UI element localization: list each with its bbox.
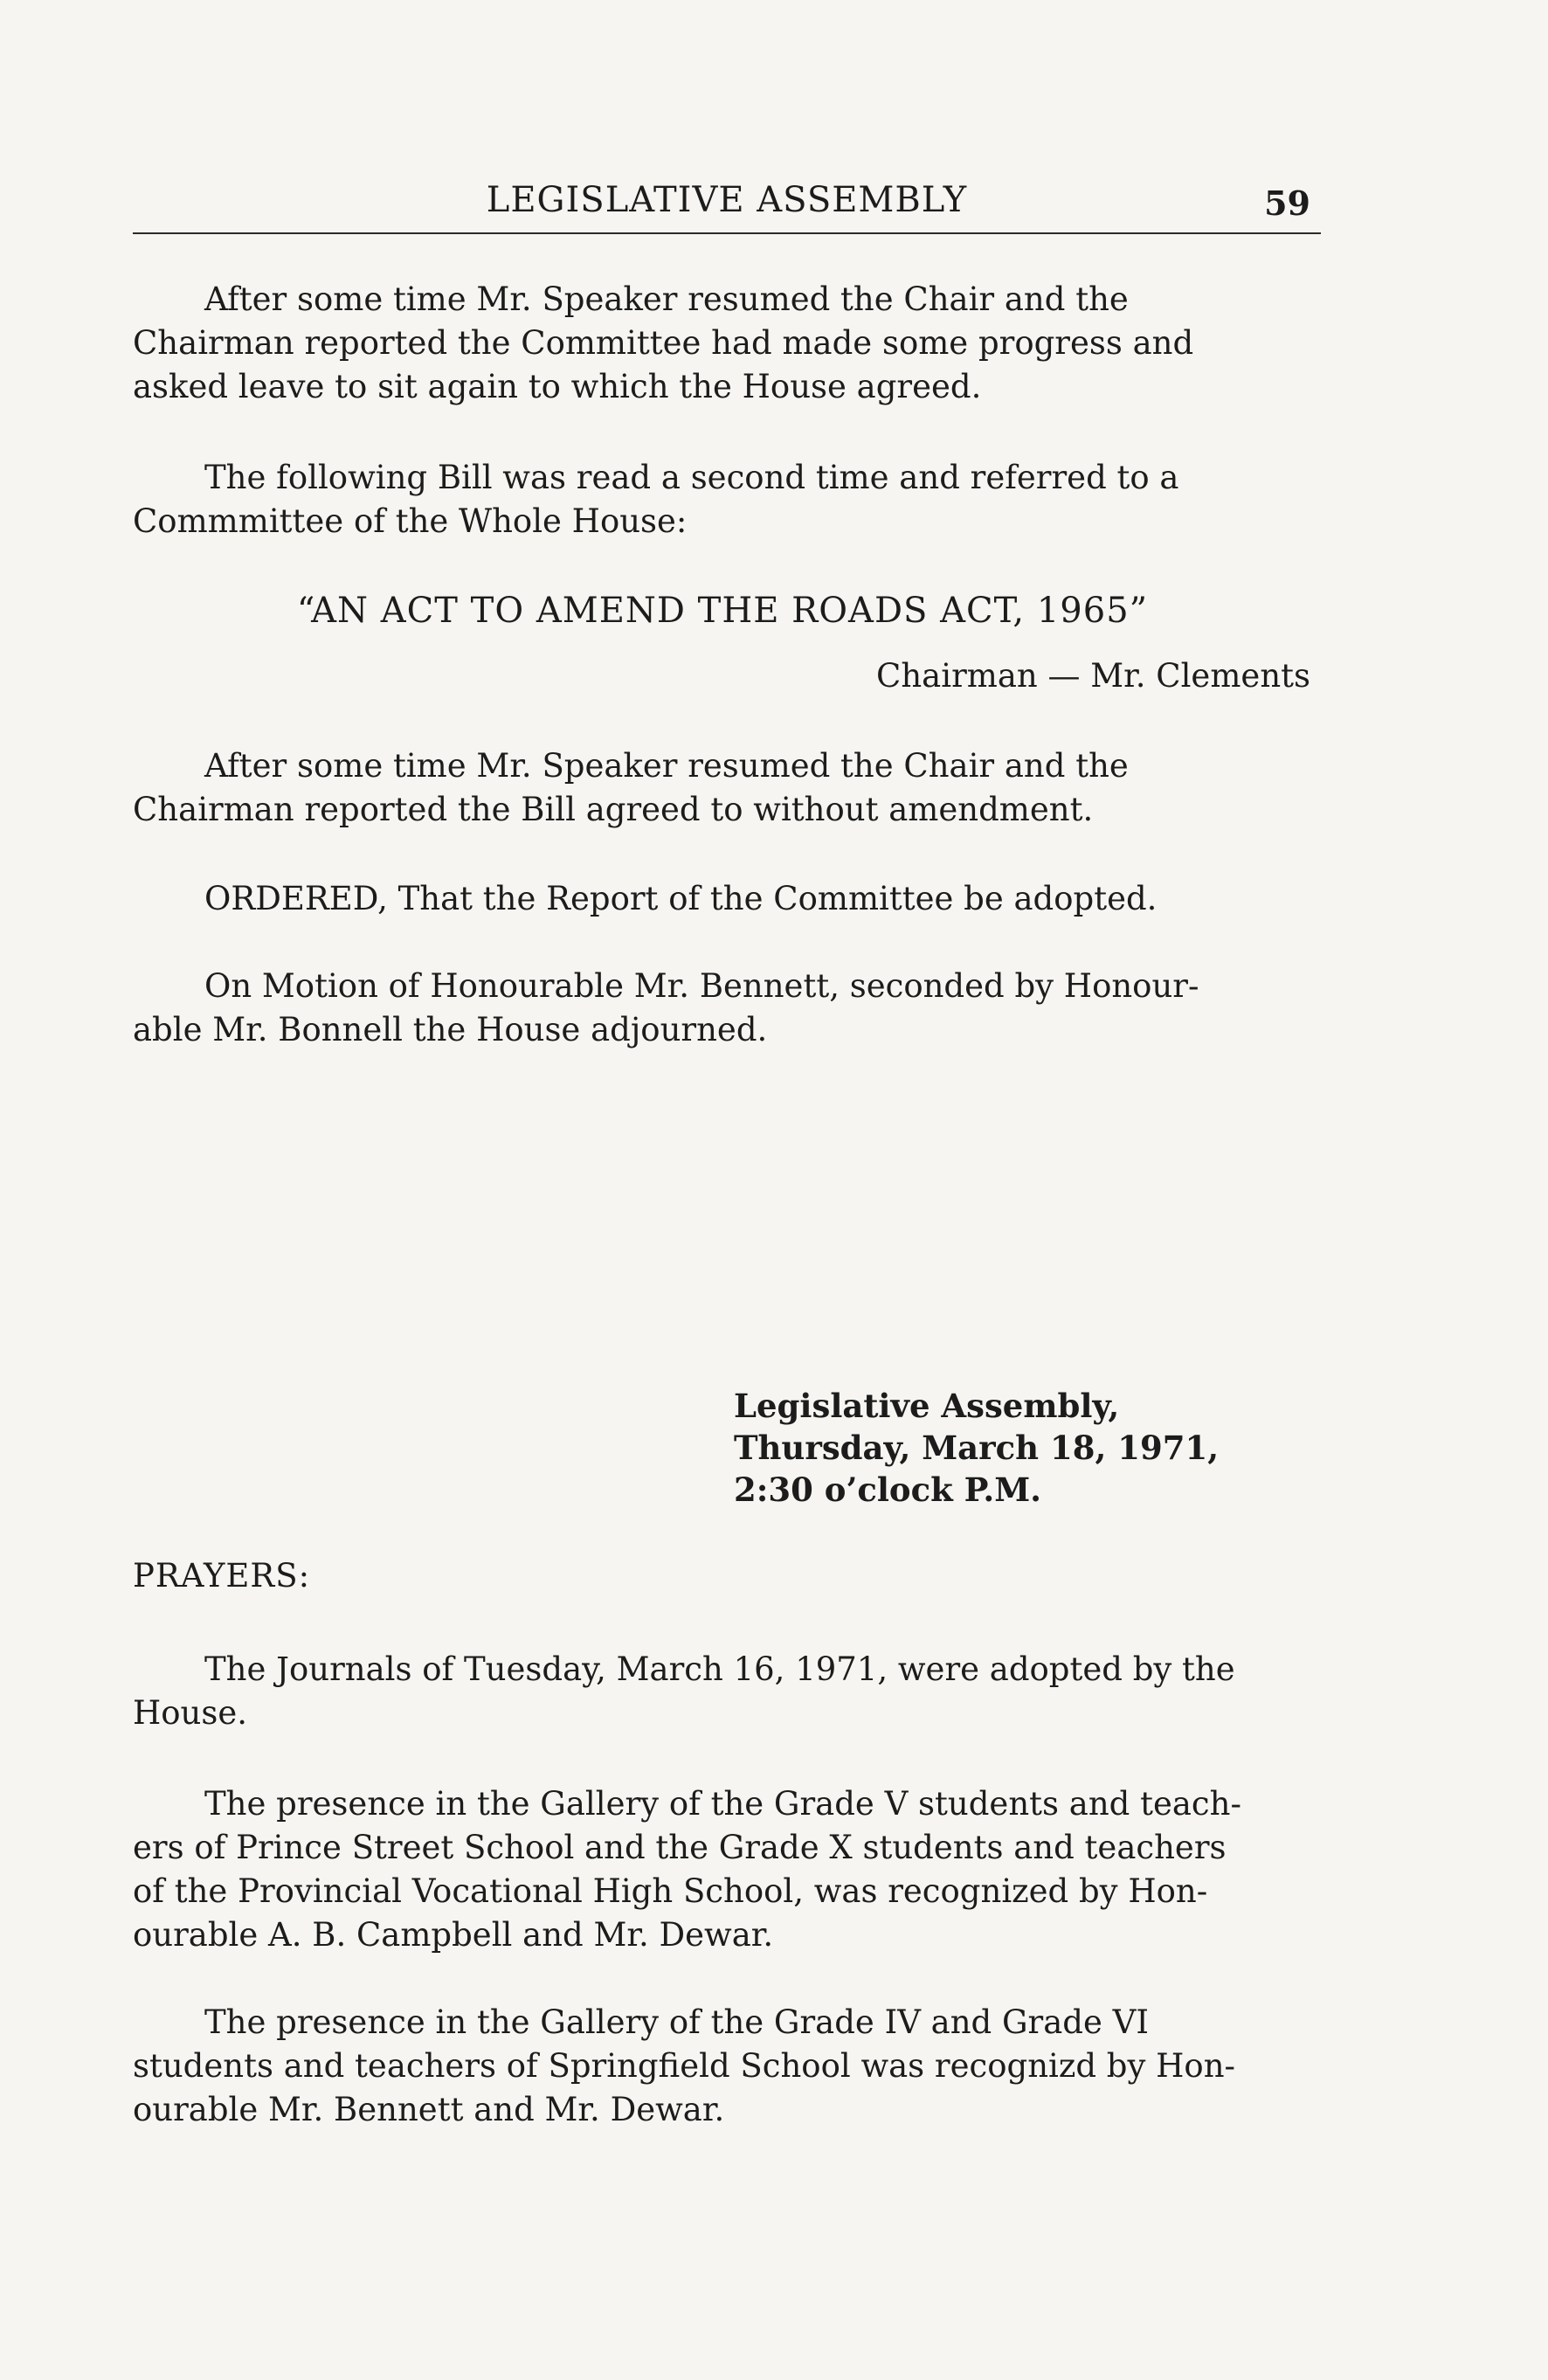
text-line: On Motion of Honourable Mr. Bennett, seconded by Honour- xyxy=(204,967,1199,1005)
text-line: The Journals of Tuesday, March 16, 1971, were adopted by the xyxy=(204,1650,1235,1688)
paragraph-gallery-prince-street xyxy=(133,1782,1312,1957)
text-line: The following Bill was read a second time and referred to a xyxy=(204,459,1179,496)
bill-title: “AN ACT TO AMEND THE ROADS ACT, 1965” xyxy=(296,591,1149,631)
chairman-line: Chairman — Mr. Clements xyxy=(876,657,1310,695)
paragraph-committee-progress xyxy=(133,278,1312,409)
paragraph-adjourned xyxy=(133,965,1312,1052)
paragraph-gallery-springfield xyxy=(133,2001,1312,2132)
paragraph-bill-second-reading xyxy=(133,456,1312,543)
text-line: Thursday, March 18, 1971, xyxy=(734,1429,1220,1467)
text-line: The presence in the Gallery of the Grade IV and Grade VI xyxy=(204,2003,1149,2041)
text-line: ourable Mr. Bennett and Mr. Dewar. xyxy=(133,2091,725,2128)
paragraph-ordered xyxy=(133,877,1312,921)
header-rule xyxy=(133,232,1321,234)
text-line: House. xyxy=(133,1694,248,1732)
paragraph-journals-adopted xyxy=(133,1648,1312,1735)
paragraph-bill-agreed xyxy=(133,744,1312,832)
text-line: After some time Mr. Speaker resumed the Chair and the xyxy=(204,747,1129,785)
running-head: LEGISLATIVE ASSEMBLY xyxy=(486,180,968,220)
text-line: Commmittee of the Whole House: xyxy=(133,502,688,540)
page-number: 59 xyxy=(1264,183,1310,223)
text-line: Chairman reported the Committee had made some progress and xyxy=(133,324,1194,362)
text-line: Chairman reported the Bill agreed to without amendment. xyxy=(133,791,1094,828)
prayers-heading: PRAYERS: xyxy=(133,1557,311,1595)
text-line: After some time Mr. Speaker resumed the Chair and the xyxy=(204,280,1129,318)
text-line: asked leave to sit again to which the House agreed. xyxy=(133,368,982,405)
text-line: ORDERED, That the Report of the Committee be adopted. xyxy=(204,880,1158,917)
text-line: able Mr. Bonnell the House adjourned. xyxy=(133,1011,768,1048)
text-line: of the Provincial Vocational High School, was recognized by Hon- xyxy=(133,1872,1208,1910)
text-line: 2:30 o’clock P.M. xyxy=(734,1470,1042,1509)
text-line: ers of Prince Street School and the Grade X students and teachers xyxy=(133,1829,1227,1866)
sitting-dateline xyxy=(734,1385,1219,1511)
text-line: The presence in the Gallery of the Grade V students and teach- xyxy=(204,1785,1241,1823)
text-line: students and teachers of Springfield School was recognizd by Hon- xyxy=(133,2047,1236,2085)
text-line: ourable A. B. Campbell and Mr. Dewar. xyxy=(133,1916,774,1954)
page-header xyxy=(133,180,1321,232)
text-line: Legislative Assembly, xyxy=(734,1387,1120,1425)
